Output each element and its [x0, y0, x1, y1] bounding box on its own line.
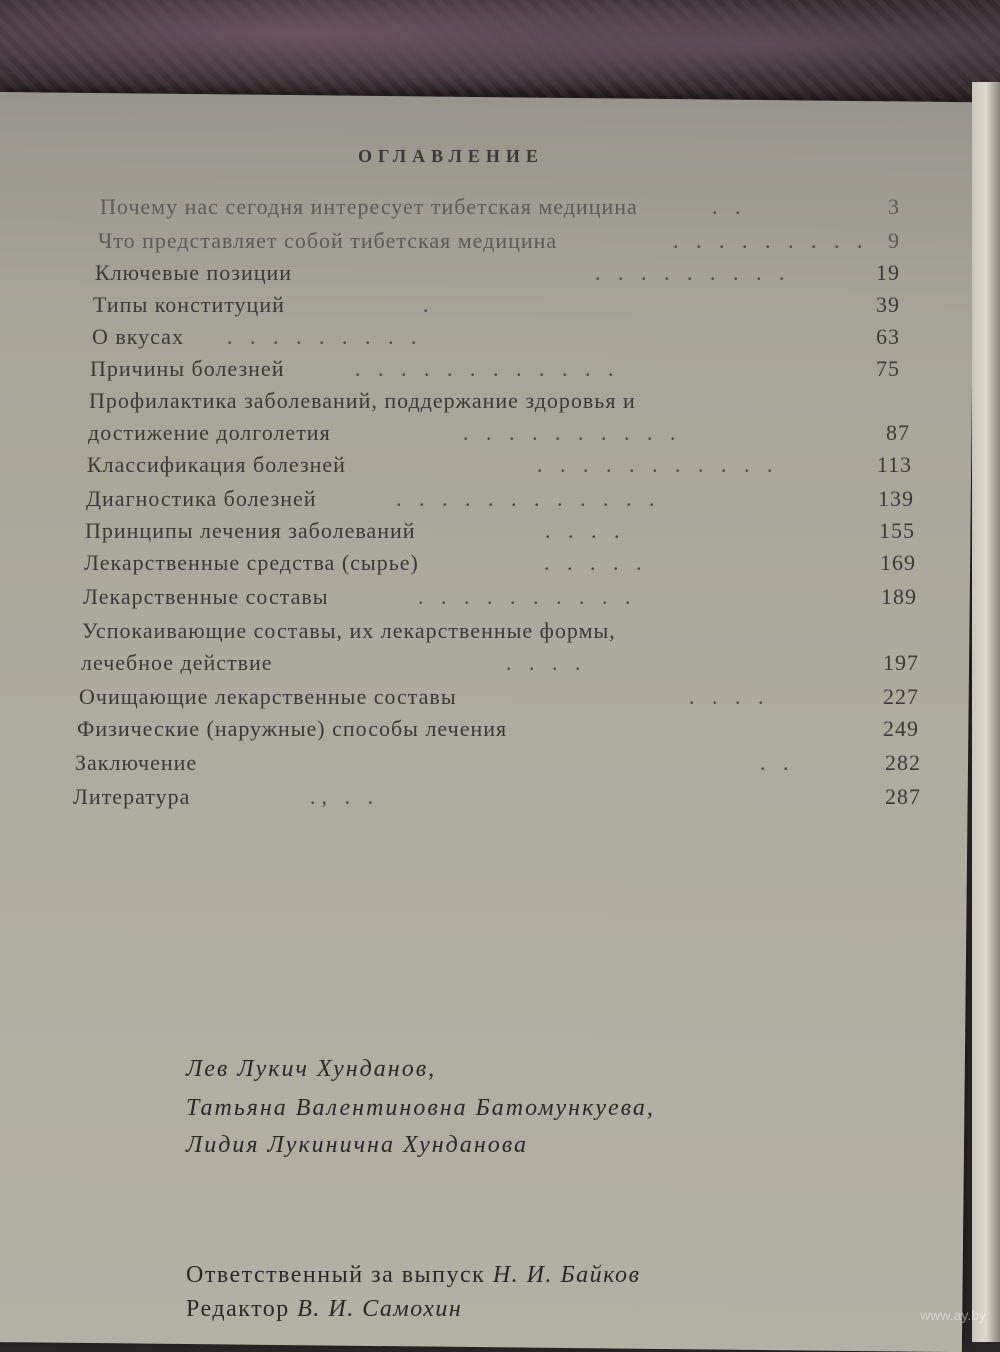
toc-entry-page: 169 [880, 550, 916, 575]
toc-entry-page: 39 [876, 292, 900, 317]
toc-entry-title: Лекарственные составы [83, 584, 329, 609]
toc-entry-title: достижение долголетия [88, 420, 331, 445]
credit-responsible [186, 1262, 640, 1289]
toc-entry-page: 19 [876, 260, 900, 285]
toc-entry-title: Типы конституций [93, 292, 285, 317]
toc-entry [92, 324, 900, 354]
toc-leader-dots: . . . . . . . . . [673, 228, 869, 253]
credit-responsible-name: Н. И. Байков [492, 1262, 641, 1288]
toc-entry-page: 75 [876, 356, 900, 381]
toc-leader-dots: . [423, 292, 435, 317]
author-2: Татьяна Валентиновна Батомункуева, [186, 1095, 655, 1121]
toc-entry-title: Заключение [75, 750, 198, 775]
toc-entry [95, 260, 900, 290]
toc-entry-title: Почему нас сегодня интересует тибетская медицина [100, 194, 638, 219]
toc-entry-page: 63 [876, 324, 900, 349]
toc-entry-page: 287 [885, 784, 921, 809]
toc-entry-page: 139 [878, 486, 914, 511]
toc-leader-dots: . . . . . . . . . . [463, 420, 682, 445]
page-edge [972, 82, 1000, 1342]
toc-entry [98, 228, 900, 258]
toc-leader-dots: . . . . . . . . . . [418, 584, 637, 609]
toc-entry [87, 452, 912, 482]
toc-entry [100, 194, 900, 224]
toc-leader-dots: ., . . [310, 784, 379, 809]
toc-entry-title: О вкусах [92, 324, 184, 349]
toc-entry [84, 550, 916, 580]
toc-entry [77, 716, 919, 746]
toc-entry-title: Причины болезней [90, 356, 285, 381]
toc-entry [88, 420, 910, 450]
toc-entry-title: Ключевые позиции [95, 260, 293, 285]
toc-entry-title: лечебное действие [81, 650, 273, 675]
toc-leader-dots: . . . . . . . . . . . . [396, 486, 661, 511]
toc-entry-title: Литература [73, 784, 191, 809]
toc-entry [81, 650, 919, 680]
toc-leader-dots: . . . . . . . . . [227, 324, 423, 349]
toc-entry-title: Принципы лечения заболеваний [85, 518, 416, 543]
toc-entry-title: Профилактика заболеваний, поддержание здоровья и [89, 388, 636, 413]
author-3: Лидия Лукинична Хунданова [186, 1132, 528, 1158]
toc-entry-page: 227 [883, 684, 919, 709]
toc-leader-dots: . . . . . [544, 550, 648, 575]
toc-entry-page: 197 [883, 650, 919, 675]
toc-entry [93, 292, 900, 322]
toc-entry-page: 249 [883, 716, 919, 741]
toc-entry-page: 282 [885, 750, 921, 775]
credit-editor-label: Редактор [186, 1296, 290, 1322]
toc-entry-page: 155 [879, 518, 915, 543]
toc-entry-title: Классификация болезней [87, 452, 346, 477]
toc-entry-page: 3 [888, 194, 900, 219]
toc-entry [82, 618, 922, 648]
toc-entry [73, 784, 921, 814]
toc-leader-dots: . . . . . . . . . [595, 260, 791, 285]
author-1: Лев Лукич Хунданов, [186, 1056, 437, 1082]
toc-leader-dots: . . [760, 750, 795, 775]
toc-entry-page: 87 [886, 420, 910, 445]
credit-editor [186, 1296, 462, 1323]
toc-entry-title: Физические (наружные) способы лечения [77, 716, 508, 741]
toc-entry [89, 388, 929, 418]
toc-leader-dots: . . . . . . . . . . . . [355, 356, 620, 381]
toc-entry-title: Лекарственные средства (сырье) [84, 550, 419, 575]
toc-leader-dots: . . [712, 194, 747, 219]
toc-entry-page: 189 [881, 584, 917, 609]
toc-entry-title: Что представляет собой тибетская медицина [98, 228, 558, 253]
toc-entry-page: 113 [876, 452, 912, 477]
toc-leader-dots: . . . . [506, 650, 587, 675]
toc-entry [83, 584, 917, 614]
watermark: www.ay.by [920, 1307, 986, 1323]
toc-leader-dots: . . . . [545, 518, 626, 543]
toc-entry-title: Очищающие лекарственные составы [79, 684, 457, 709]
toc-leader-dots: . . . . . . . . . . . [537, 452, 779, 477]
toc-entry [79, 684, 919, 714]
toc-entry [85, 518, 915, 548]
toc-entry [90, 356, 900, 386]
toc-entry-title: Диагностика болезней [86, 486, 317, 511]
toc-entry [75, 750, 921, 780]
toc-entry [86, 486, 914, 516]
toc-leader-dots: . . . . [689, 684, 770, 709]
toc-entry-title: Успокаивающие составы, их лекарственные формы, [82, 618, 616, 643]
toc-entry-page: 9 [888, 228, 900, 253]
credit-editor-name: В. И. Самохин [297, 1296, 463, 1322]
credit-responsible-label: Ответственный за выпуск [186, 1262, 486, 1288]
toc-heading: ОГЛАВЛЕНИЕ [358, 146, 544, 166]
